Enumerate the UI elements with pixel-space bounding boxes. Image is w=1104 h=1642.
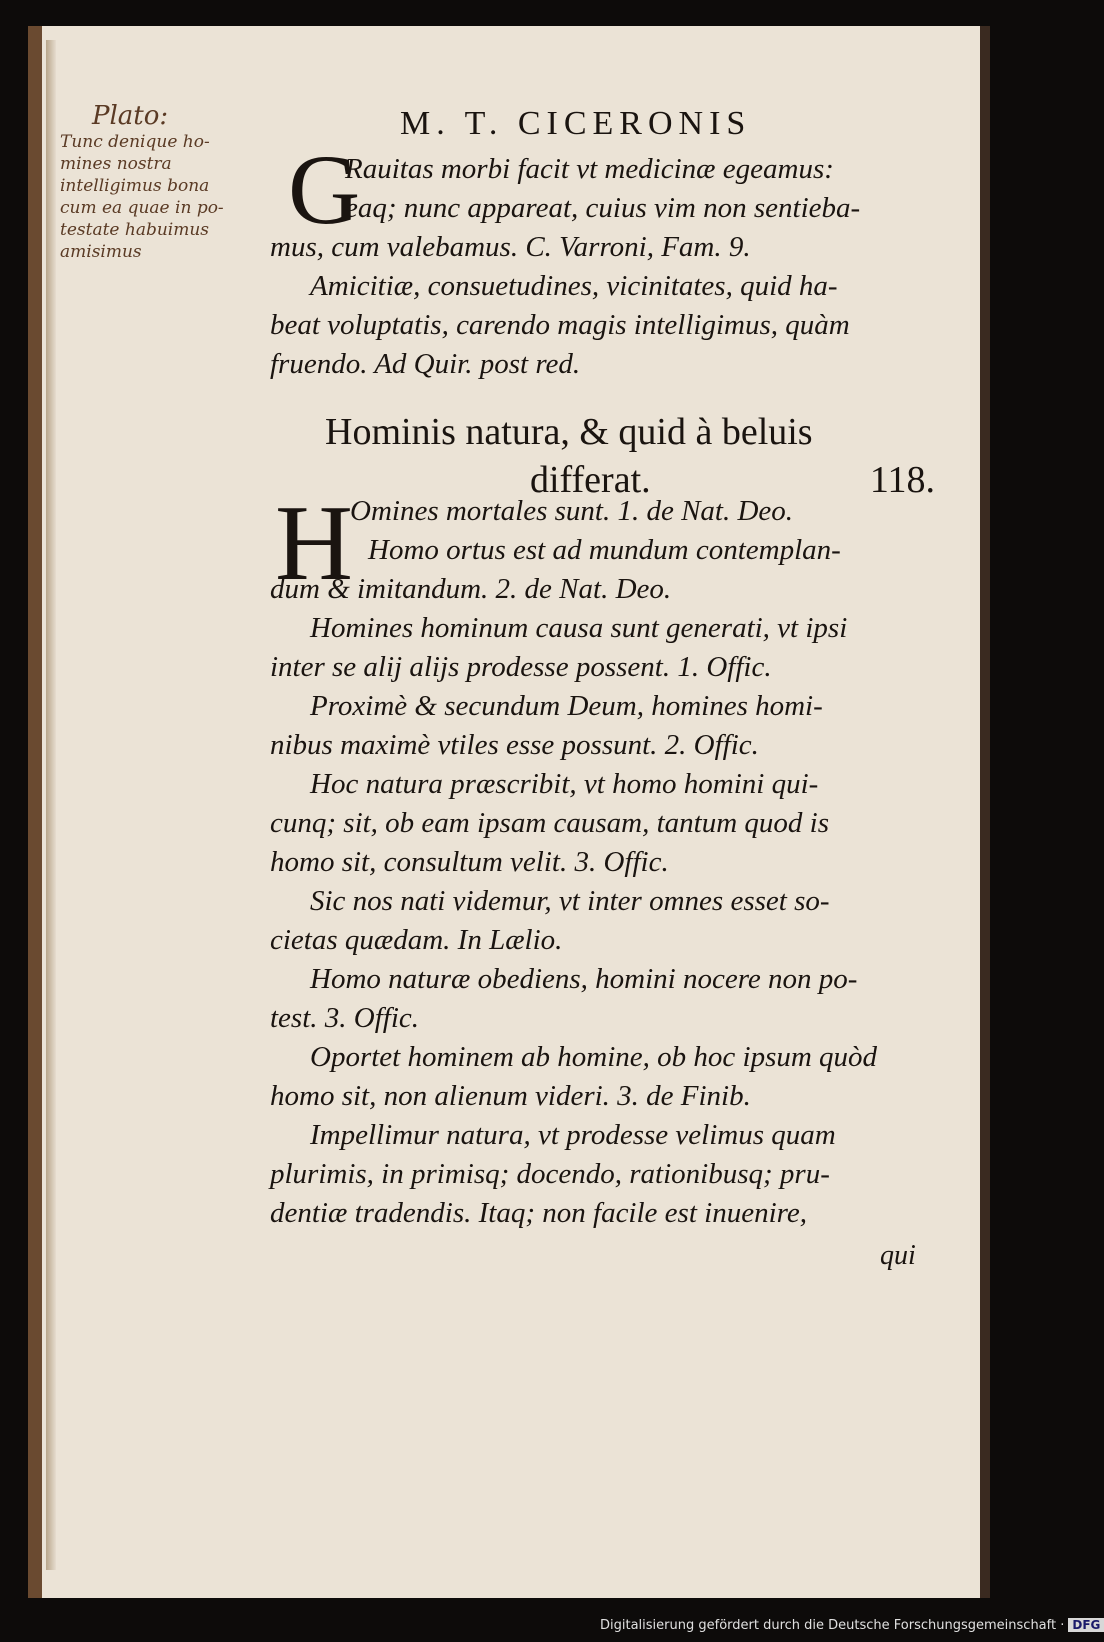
text-line: Homines hominum causa sunt generati, vt ipsi <box>310 612 848 644</box>
running-head: M. T. CICERONIS <box>400 105 752 142</box>
text-line: cietas quædam. In Lælio. <box>270 924 563 956</box>
section-title-line2: differat. <box>530 459 651 501</box>
text-line: Homo naturæ obediens, homini nocere non po- <box>310 963 858 995</box>
text-line: homo sit, consultum velit. 3. Offic. <box>270 846 669 878</box>
margin-note-line: amisimus <box>60 242 142 262</box>
dfg-logo-icon: DFG <box>1068 1618 1104 1632</box>
catchword: qui <box>880 1240 916 1271</box>
paragraph-homines <box>270 484 950 1233</box>
section-number: 118. <box>869 459 935 501</box>
text-line: Rauitas morbi facit vt medicinæ egeamus: <box>345 153 834 185</box>
text-line: homo sit, non alienum videri. 3. de Finib. <box>270 1080 751 1112</box>
text-line: Sic nos nati videmur, vt inter omnes esset so- <box>310 885 830 917</box>
margin-note-line: Tunc denique ho- <box>60 132 210 152</box>
handwritten-margin-note <box>60 101 290 263</box>
footer-text: Digitalisierung gefördert durch die Deutsche Forschungsgemeinschaft · <box>600 1618 1065 1633</box>
margin-note-line: mines nostra <box>60 154 172 174</box>
text-line: Hoc natura præscribit, vt homo homini qui- <box>310 768 819 800</box>
text-line: test. 3. Offic. <box>270 1002 420 1034</box>
section-heading <box>325 408 945 504</box>
text-line: Oportet hominem ab homine, ob hoc ipsum quòd <box>310 1041 878 1073</box>
text-line: mus, cum valebamus. C. Varroni, Fam. 9. <box>270 231 751 263</box>
text-line: eaq; nunc appareat, cuius vim non sentieba- <box>345 192 861 224</box>
paragraph-gravitas <box>270 150 950 384</box>
text-line: Omines mortales sunt. 1. de Nat. Deo. <box>350 495 794 527</box>
text-line: Amicitiæ, consuetudines, vicinitates, quid ha- <box>310 270 838 302</box>
text-line: plurimis, in primisq; docendo, rationibusq; pru- <box>270 1158 830 1190</box>
section-title-line1: Hominis natura, & quid à beluis <box>325 411 813 453</box>
drop-cap-h: H <box>275 484 353 603</box>
text-line: beat voluptatis, carendo magis intelligimus, quàm <box>270 309 850 341</box>
text-line: cunq; sit, ob eam ipsam causam, tantum quod is <box>270 807 830 839</box>
text-line: nibus maximè vtiles esse possunt. 2. Offic. <box>270 729 759 761</box>
margin-note-line: intelligimus bona <box>60 176 210 196</box>
text-line: Proximè & secundum Deum, homines homi- <box>310 690 823 722</box>
text-line: dum & imitandum. 2. de Nat. Deo. <box>270 573 672 605</box>
margin-note-line: cum ea quae in po- <box>60 198 224 218</box>
page-gutter <box>46 40 56 1570</box>
text-line: fruendo. Ad Quir. post red. <box>270 348 581 380</box>
digitization-footer <box>600 1618 1101 1640</box>
margin-note-heading: Plato: <box>92 101 169 131</box>
margin-note-line: testate habuimus <box>60 220 210 240</box>
text-line: Homo ortus est ad mundum contemplan- <box>368 534 841 566</box>
text-line: inter se alij alijs prodesse possent. 1. Offic. <box>270 651 772 683</box>
text-line: dentiæ tradendis. Itaq; non facile est inuenire, <box>270 1197 807 1229</box>
text-line: Impellimur natura, vt prodesse velimus quam <box>310 1119 836 1151</box>
drop-cap-g: G <box>288 134 361 245</box>
